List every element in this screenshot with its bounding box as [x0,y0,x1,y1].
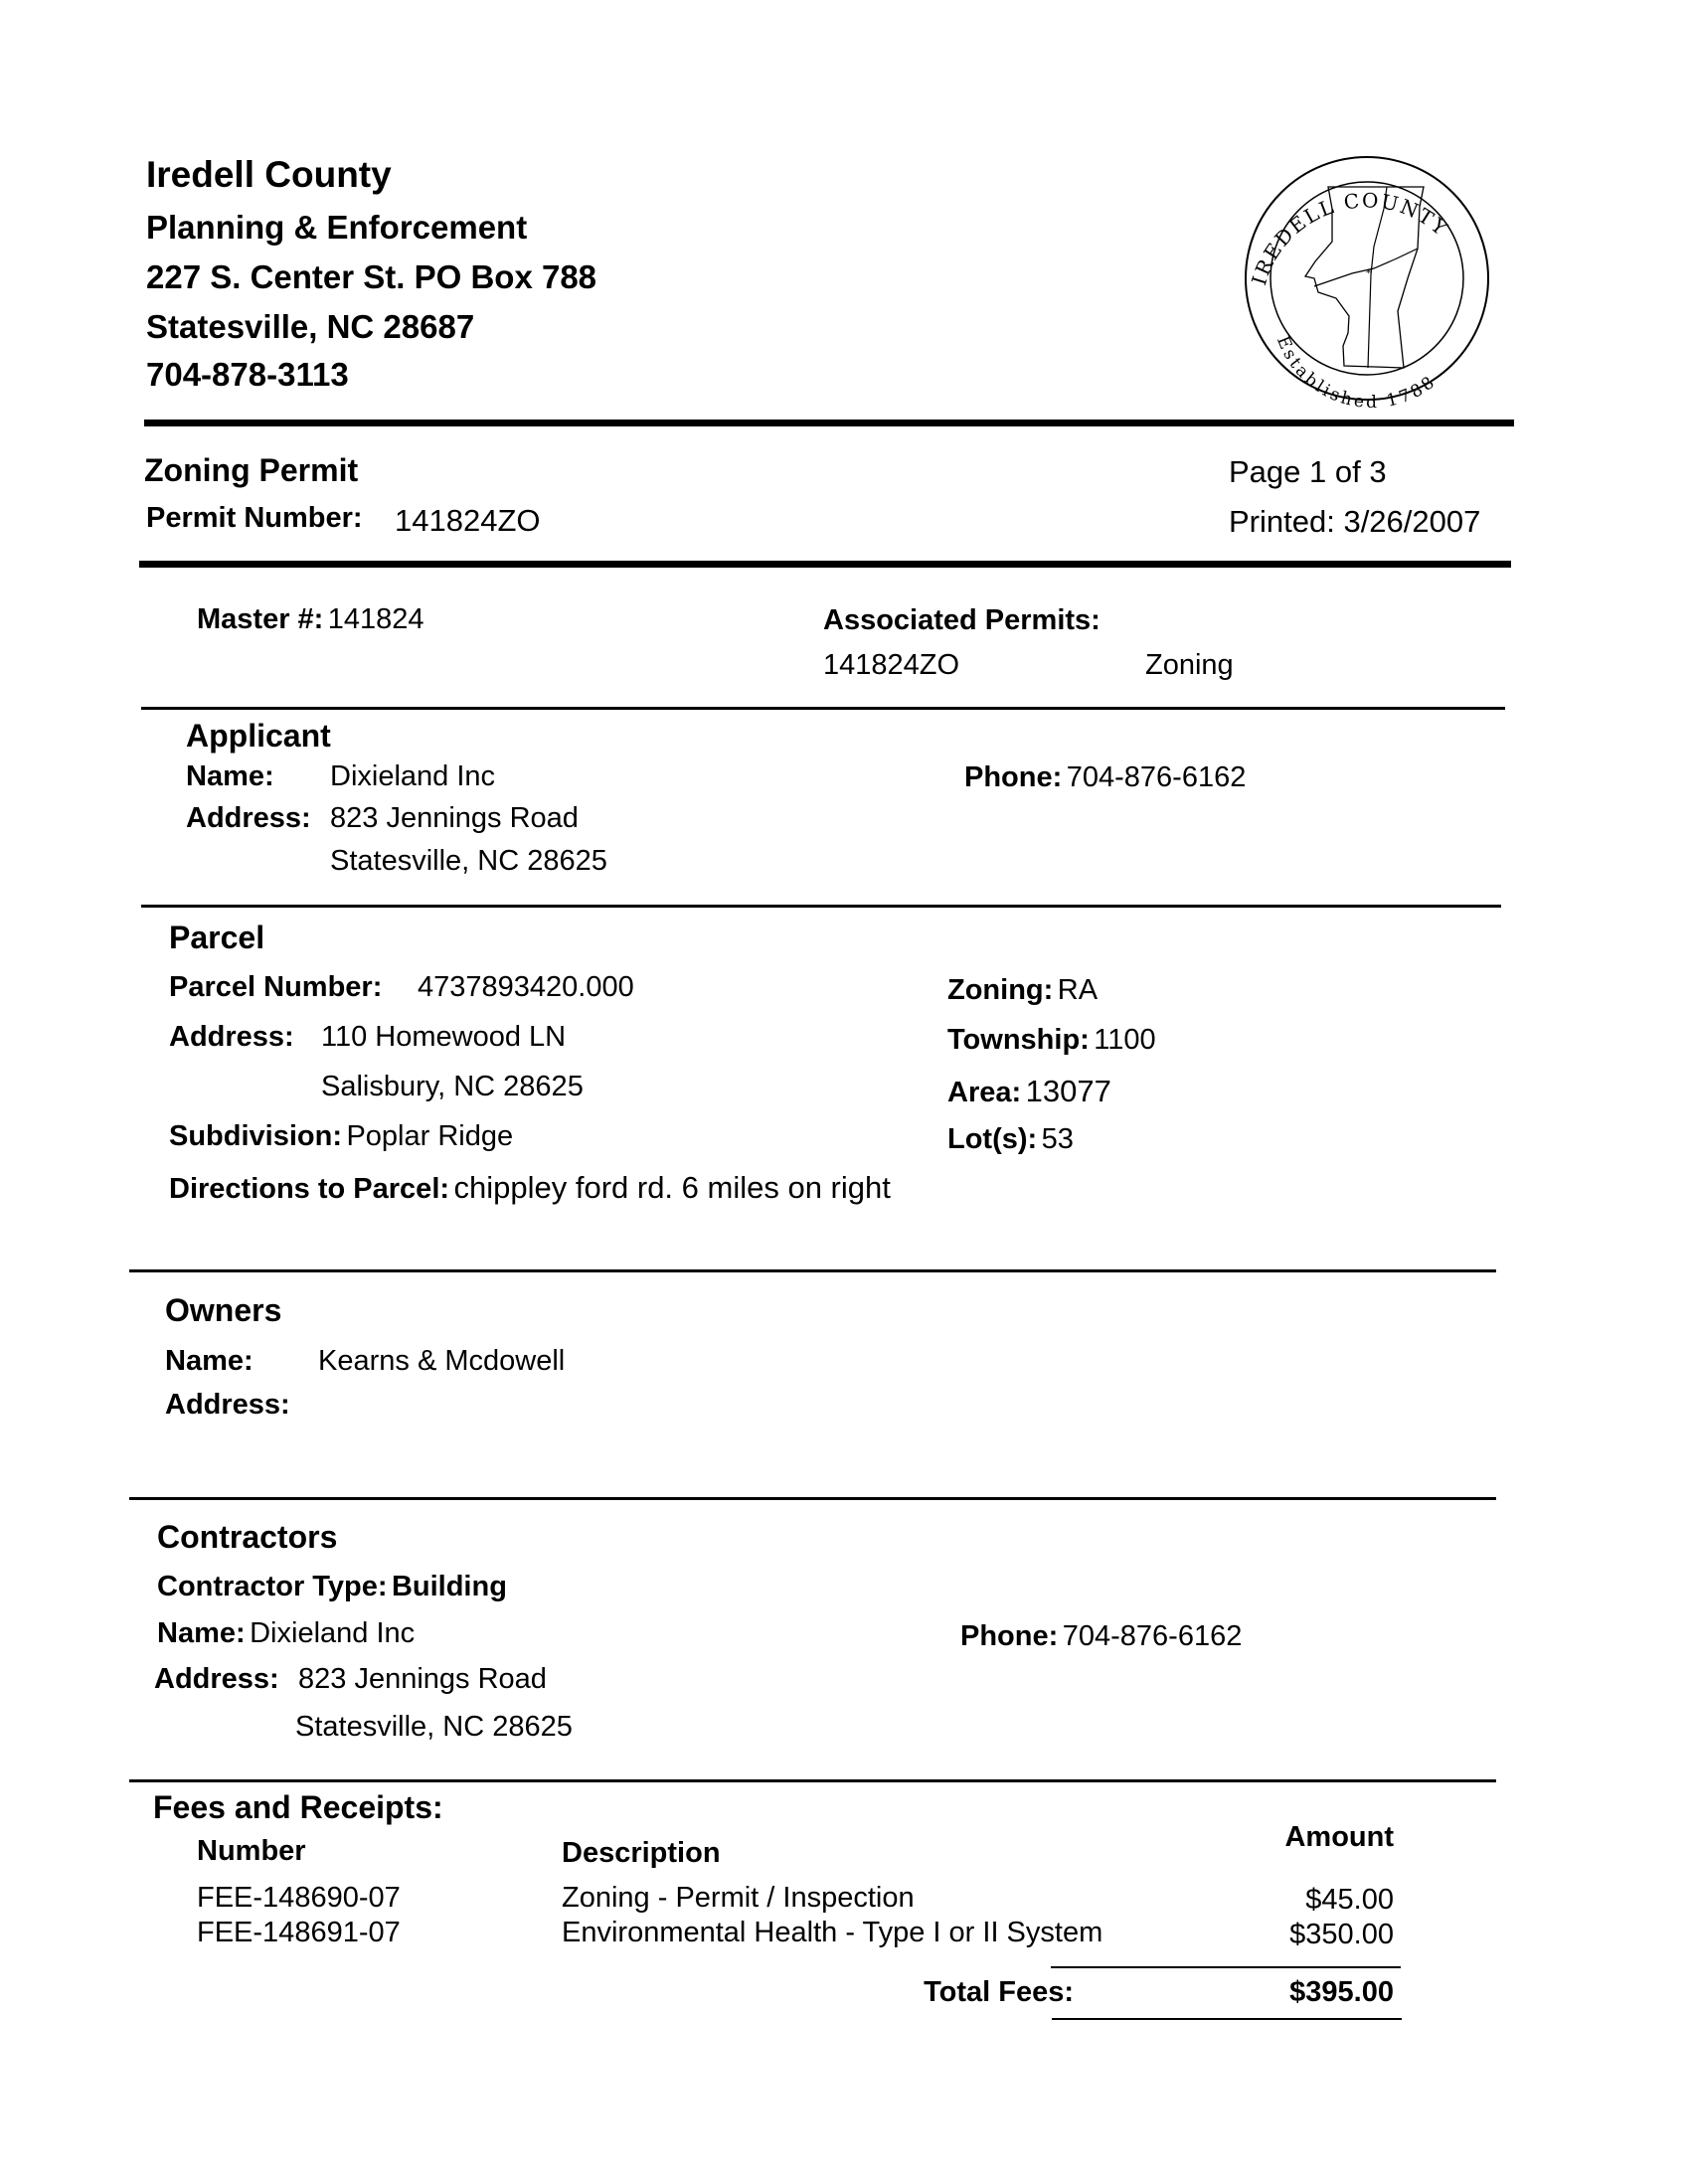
county-name: Iredell County [146,154,392,195]
parcel-address-line1: 110 Homewood LN [321,1021,567,1053]
subdivision-label: Subdivision: [169,1120,342,1152]
permit-number: 141824ZO [395,503,541,538]
contractor-name-label: Name: [157,1617,246,1649]
contractor-type-label: Contractor Type: [157,1571,388,1602]
permit-title: Zoning Permit [144,452,359,488]
directions-value: chippley ford rd. 6 miles on right [453,1170,891,1205]
applicant-phone-label: Phone: [964,761,1063,793]
owner-name-label: Name: [165,1345,254,1377]
section-divider [129,1497,1496,1500]
applicant-address-line2: Statesville, NC 28625 [330,845,607,877]
parcel-number-label: Parcel Number: [169,971,383,1003]
master-number [197,603,424,636]
fees-col-description: Description [562,1837,721,1869]
fee-number: FEE-148691-07 [197,1917,401,1948]
owner-address-label: Address: [165,1389,290,1421]
fee-number: FEE-148690-07 [197,1882,401,1914]
owners-section-title: Owners [165,1292,282,1328]
section-divider [141,707,1505,710]
applicant-address-line1: 823 Jennings Road [330,802,579,834]
fees-col-amount: Amount [1284,1821,1394,1853]
directions-label: Directions to Parcel: [169,1173,450,1205]
svg-text:IREDELL COUNTY: IREDELL COUNTY [1247,188,1453,288]
associated-permit-number: 141824ZO [823,649,960,681]
applicant-name-label: Name: [186,760,274,792]
contractor-type-value: Building [391,1571,507,1602]
parcel-township [947,1024,1156,1057]
county-seal-icon [1233,149,1501,408]
township-label: Township: [947,1024,1090,1056]
parcel-section-title: Parcel [169,920,265,955]
permit-divider [139,561,1511,568]
svg-text:*: * [1366,268,1371,279]
parcel-area [947,1074,1111,1109]
contractor-name-value: Dixieland Inc [250,1617,416,1649]
area-label: Area: [947,1077,1022,1108]
fees-col-number: Number [197,1835,306,1867]
zoning-label: Zoning: [947,974,1054,1006]
section-divider [129,1269,1496,1272]
office-phone: 704-878-3113 [146,356,349,393]
zoning-value: RA [1057,974,1099,1006]
applicant-phone-value: 704-876-6162 [1066,761,1247,793]
permit-number-label: Permit Number: [146,502,363,534]
fee-amount: $350.00 [1289,1919,1394,1950]
contractor-phone [960,1620,1242,1653]
section-divider [141,905,1501,908]
contractor-phone-value: 704-876-6162 [1062,1620,1243,1652]
applicant-section-title: Applicant [186,718,331,754]
parcel-lots [947,1123,1074,1156]
parcel-zoning [947,974,1098,1007]
office-street: 227 S. Center St. PO Box 788 [146,258,597,295]
applicant-address-label: Address: [186,802,311,834]
total-fees-value: $395.00 [1289,1976,1394,2008]
parcel-number: 4737893420.000 [418,971,634,1003]
fee-amount: $45.00 [1305,1884,1394,1916]
contractor-address-line2: Statesville, NC 28625 [295,1711,573,1743]
lots-value: 53 [1041,1123,1074,1155]
fees-section-title: Fees and Receipts: [153,1789,443,1825]
office-city: Statesville, NC 28687 [146,308,475,345]
subdivision-value: Poplar Ridge [346,1120,514,1152]
area-value: 13077 [1025,1074,1111,1108]
associated-permits-label: Associated Permits: [823,604,1101,636]
township-value: 1100 [1094,1024,1156,1056]
contractor-address-label: Address: [154,1663,279,1695]
contractor-type [157,1571,507,1603]
contractor-phone-label: Phone: [960,1620,1059,1652]
section-divider [129,1779,1496,1782]
fee-description: Zoning - Permit / Inspection [562,1882,915,1914]
master-label: Master #: [197,603,324,635]
printed-date: Printed: 3/26/2007 [1229,504,1481,539]
header-divider [144,420,1514,426]
svg-text:Established 1788: Established 1788 [1271,333,1441,408]
master-value: 141824 [327,603,424,635]
contractor-address-line1: 823 Jennings Road [298,1663,547,1695]
parcel-address-line2: Salisbury, NC 28625 [321,1071,584,1102]
fee-description: Environmental Health - Type I or II System [562,1917,1103,1948]
department-name: Planning & Enforcement [146,209,528,246]
parcel-subdivision [169,1120,513,1153]
parcel-address-label: Address: [169,1021,294,1053]
contractors-section-title: Contractors [157,1519,338,1555]
associated-permit-type: Zoning [1145,649,1234,681]
contractor-name [157,1617,415,1650]
total-rule-top [1051,1966,1401,1968]
lots-label: Lot(s): [947,1123,1038,1155]
total-rule-bottom [1052,2018,1402,2020]
total-fees-label: Total Fees: [924,1976,1074,2008]
page-indicator: Page 1 of 3 [1229,454,1387,489]
parcel-directions [169,1170,891,1206]
applicant-name: Dixieland Inc [330,760,496,792]
applicant-phone [964,761,1246,794]
owner-name: Kearns & Mcdowell [318,1345,566,1377]
